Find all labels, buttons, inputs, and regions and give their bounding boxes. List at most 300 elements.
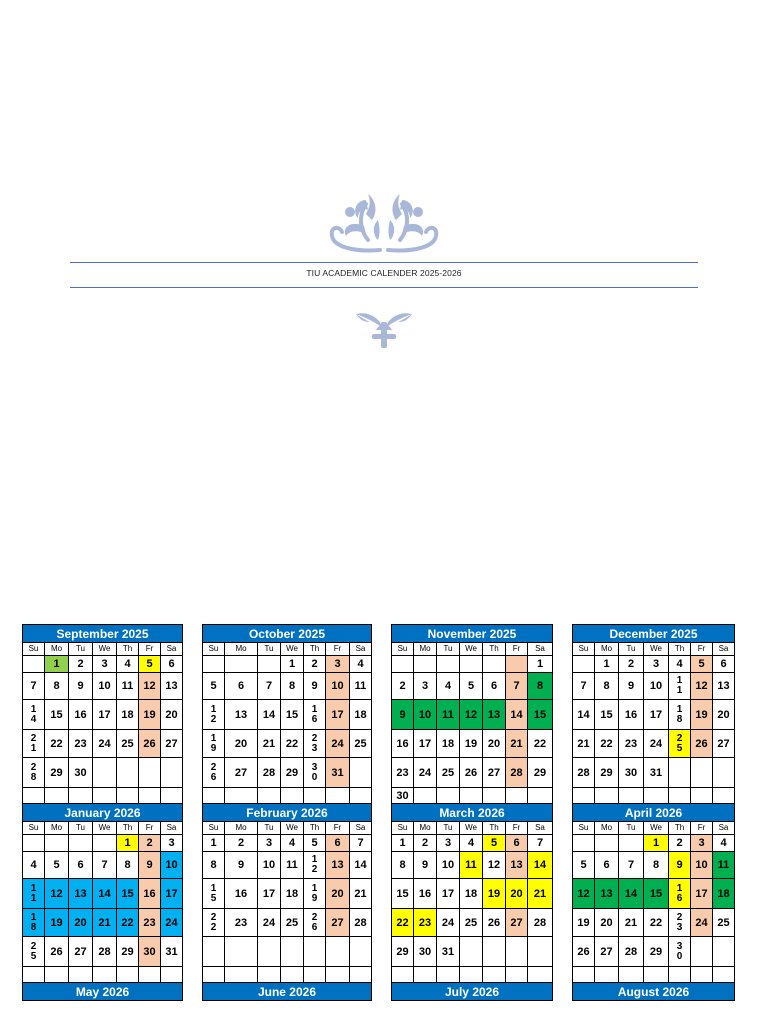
day-cell: 27: [483, 758, 506, 788]
day-cell: 8: [595, 673, 619, 700]
month-gap: [372, 758, 392, 788]
day-cell: [506, 656, 528, 673]
header-rule-top: [70, 262, 698, 263]
day-cell: [161, 967, 183, 983]
day-cell: 20: [161, 700, 183, 730]
weekday-label: Tu: [69, 643, 93, 656]
day-cell: 10: [691, 852, 713, 879]
day-cell: 4: [23, 852, 45, 879]
day-cell: 30: [619, 758, 644, 788]
day-cell: 4: [437, 673, 460, 700]
day-cell: 2: [669, 835, 691, 852]
day-cell: 16: [225, 879, 258, 909]
weekday-label: Th: [117, 822, 139, 835]
day-cell: 28: [573, 758, 595, 788]
month-gap: [372, 835, 392, 852]
day-cell: [23, 835, 45, 852]
day-cell: [460, 788, 483, 804]
day-cell: 28: [506, 758, 528, 788]
day-cell: 30: [414, 937, 437, 967]
day-cell: 11: [460, 852, 483, 879]
month-gap: [553, 673, 573, 700]
day-cell: 18: [437, 730, 460, 758]
day-cell: 1: [117, 835, 139, 852]
day-cell: [414, 967, 437, 983]
month-gap: [372, 879, 392, 909]
day-cell: 11: [23, 879, 45, 909]
day-cell: 9: [69, 673, 93, 700]
day-cell: 6: [69, 852, 93, 879]
day-cell: 11: [281, 852, 304, 879]
month-gap: [183, 804, 203, 822]
day-cell: 3: [161, 835, 183, 852]
day-cell: 19: [304, 879, 326, 909]
day-cell: [304, 788, 326, 804]
day-cell: 21: [528, 879, 553, 909]
day-cell: [713, 788, 735, 804]
day-cell: 18: [460, 879, 483, 909]
month-gap: [183, 835, 203, 852]
day-cell: 8: [644, 852, 669, 879]
day-cell: 21: [258, 730, 281, 758]
day-cell: 7: [528, 835, 553, 852]
month-gap: [183, 879, 203, 909]
day-cell: 15: [117, 879, 139, 909]
day-cell: 24: [326, 730, 350, 758]
day-cell: 29: [644, 937, 669, 967]
weekday-label: Tu: [258, 643, 281, 656]
day-cell: 19: [691, 700, 713, 730]
day-cell: 25: [713, 909, 735, 937]
month-gap: [372, 852, 392, 879]
day-cell: 23: [225, 909, 258, 937]
day-cell: 27: [69, 937, 93, 967]
day-cell: [414, 788, 437, 804]
day-cell: [350, 937, 372, 967]
day-cell: 17: [93, 700, 117, 730]
month-gap: [372, 643, 392, 656]
day-cell: 12: [45, 879, 69, 909]
day-cell: [258, 656, 281, 673]
day-cell: 27: [713, 730, 735, 758]
month-gap: [183, 983, 203, 1001]
day-cell: [691, 788, 713, 804]
day-cell: 6: [506, 835, 528, 852]
day-cell: [93, 967, 117, 983]
day-cell: [460, 967, 483, 983]
day-cell: 29: [117, 937, 139, 967]
day-cell: 18: [713, 879, 735, 909]
weekday-label: Th: [117, 643, 139, 656]
weekday-label: Tu: [619, 822, 644, 835]
weekday-label: Fr: [139, 822, 161, 835]
day-cell: 11: [669, 673, 691, 700]
weekday-label: We: [644, 822, 669, 835]
weekday-label: Mo: [45, 643, 69, 656]
day-cell: 20: [713, 700, 735, 730]
day-cell: [619, 788, 644, 804]
month-gap: [183, 625, 203, 643]
weekday-label: Fr: [691, 643, 713, 656]
month-gap: [553, 625, 573, 643]
day-cell: 31: [161, 937, 183, 967]
day-cell: 1: [595, 656, 619, 673]
weekday-label: We: [93, 822, 117, 835]
month-gap: [183, 852, 203, 879]
day-cell: [161, 758, 183, 788]
day-cell: 23: [669, 909, 691, 937]
day-cell: [93, 835, 117, 852]
day-cell: 14: [528, 852, 553, 879]
weekday-label: Fr: [506, 643, 528, 656]
day-cell: 14: [258, 700, 281, 730]
day-cell: 9: [139, 852, 161, 879]
day-cell: 28: [258, 758, 281, 788]
day-cell: [225, 967, 258, 983]
day-cell: [573, 967, 595, 983]
day-cell: 16: [69, 700, 93, 730]
month-gap: [183, 643, 203, 656]
day-cell: 10: [414, 700, 437, 730]
day-cell: 19: [573, 909, 595, 937]
day-cell: 25: [437, 758, 460, 788]
day-cell: 18: [23, 909, 45, 937]
day-cell: [350, 758, 372, 788]
day-cell: 17: [414, 730, 437, 758]
day-cell: 14: [573, 700, 595, 730]
month-gap: [553, 879, 573, 909]
weekday-label: Sa: [713, 643, 735, 656]
day-cell: [595, 967, 619, 983]
day-cell: [45, 967, 69, 983]
day-cell: 16: [619, 700, 644, 730]
day-cell: 1: [392, 835, 414, 852]
day-cell: 27: [225, 758, 258, 788]
day-cell: 10: [93, 673, 117, 700]
day-cell: 20: [225, 730, 258, 758]
weekday-label: Sa: [713, 822, 735, 835]
day-cell: 7: [573, 673, 595, 700]
day-cell: [669, 758, 691, 788]
day-cell: 31: [326, 758, 350, 788]
day-cell: 1: [203, 835, 225, 852]
month-title: July 2026: [392, 983, 553, 1001]
month-gap: [183, 758, 203, 788]
weekday-label: Mo: [595, 822, 619, 835]
day-cell: [669, 788, 691, 804]
day-cell: 18: [117, 700, 139, 730]
day-cell: [326, 967, 350, 983]
day-cell: 19: [139, 700, 161, 730]
day-cell: 18: [669, 700, 691, 730]
day-cell: 24: [437, 909, 460, 937]
day-cell: 26: [691, 730, 713, 758]
day-cell: 26: [483, 909, 506, 937]
day-cell: [595, 788, 619, 804]
day-cell: 12: [691, 673, 713, 700]
weekday-label: Mo: [45, 822, 69, 835]
day-cell: [69, 835, 93, 852]
weekday-label: Th: [483, 643, 506, 656]
day-cell: 5: [45, 852, 69, 879]
day-cell: 21: [506, 730, 528, 758]
day-cell: 2: [619, 656, 644, 673]
day-cell: [117, 967, 139, 983]
day-cell: 15: [595, 700, 619, 730]
day-cell: [392, 656, 414, 673]
day-cell: 21: [350, 879, 372, 909]
day-cell: 27: [326, 909, 350, 937]
day-cell: 22: [117, 909, 139, 937]
month-gap: [372, 804, 392, 822]
day-cell: 3: [93, 656, 117, 673]
day-cell: [304, 937, 326, 967]
day-cell: 7: [350, 835, 372, 852]
day-cell: [483, 788, 506, 804]
day-cell: 9: [414, 852, 437, 879]
month-gap: [372, 673, 392, 700]
month-gap: [553, 967, 573, 983]
day-cell: 27: [595, 937, 619, 967]
day-cell: [483, 937, 506, 967]
day-cell: 26: [45, 937, 69, 967]
month-title: December 2025: [573, 625, 735, 643]
day-cell: 8: [528, 673, 553, 700]
month-title: November 2025: [392, 625, 553, 643]
month-gap: [553, 788, 573, 804]
fleur-ornament-icon: [354, 308, 414, 350]
day-cell: 11: [713, 852, 735, 879]
day-cell: 21: [619, 909, 644, 937]
day-cell: 25: [669, 730, 691, 758]
month-gap: [183, 700, 203, 730]
day-cell: 21: [573, 730, 595, 758]
day-cell: 24: [414, 758, 437, 788]
day-cell: 26: [573, 937, 595, 967]
day-cell: 25: [117, 730, 139, 758]
day-cell: 11: [437, 700, 460, 730]
weekday-label: Mo: [414, 822, 437, 835]
day-cell: 12: [460, 700, 483, 730]
day-cell: [437, 967, 460, 983]
day-cell: 29: [595, 758, 619, 788]
month-gap: [183, 730, 203, 758]
day-cell: 2: [392, 673, 414, 700]
weekday-label: We: [460, 643, 483, 656]
day-cell: 14: [350, 852, 372, 879]
day-cell: 14: [23, 700, 45, 730]
weekday-label: We: [281, 822, 304, 835]
day-cell: 21: [93, 909, 117, 937]
day-cell: [117, 788, 139, 804]
day-cell: [69, 967, 93, 983]
day-cell: 30: [69, 758, 93, 788]
weekday-label: Fr: [506, 822, 528, 835]
weekday-label: Mo: [414, 643, 437, 656]
day-cell: 4: [117, 656, 139, 673]
day-cell: 25: [281, 909, 304, 937]
day-cell: [281, 967, 304, 983]
day-cell: 4: [281, 835, 304, 852]
day-cell: 6: [225, 673, 258, 700]
day-cell: 23: [69, 730, 93, 758]
day-cell: [350, 967, 372, 983]
month-title: January 2026: [23, 804, 183, 822]
day-cell: [326, 788, 350, 804]
day-cell: 20: [595, 909, 619, 937]
month-title: April 2026: [573, 804, 735, 822]
day-cell: 15: [45, 700, 69, 730]
month-gap: [372, 909, 392, 937]
month-title: September 2025: [23, 625, 183, 643]
floral-ornament-icon: [328, 190, 440, 254]
day-cell: 12: [139, 673, 161, 700]
day-cell: 20: [326, 879, 350, 909]
month-title: August 2026: [573, 983, 735, 1001]
day-cell: 24: [691, 909, 713, 937]
day-cell: [281, 937, 304, 967]
day-cell: [93, 788, 117, 804]
day-cell: [573, 656, 595, 673]
day-cell: 26: [139, 730, 161, 758]
day-cell: 29: [392, 937, 414, 967]
day-cell: 13: [225, 700, 258, 730]
day-cell: [619, 967, 644, 983]
month-gap: [553, 835, 573, 852]
day-cell: [203, 656, 225, 673]
month-gap: [553, 643, 573, 656]
day-cell: 14: [93, 879, 117, 909]
day-cell: [460, 937, 483, 967]
weekday-label: Sa: [161, 822, 183, 835]
day-cell: 13: [326, 852, 350, 879]
month-title: May 2026: [23, 983, 183, 1001]
day-cell: 18: [281, 879, 304, 909]
month-gap: [372, 967, 392, 983]
day-cell: [713, 758, 735, 788]
day-cell: 24: [644, 730, 669, 758]
month-gap: [372, 788, 392, 804]
day-cell: 29: [281, 758, 304, 788]
weekday-label: Su: [23, 822, 45, 835]
day-cell: 7: [506, 673, 528, 700]
day-cell: [691, 758, 713, 788]
day-cell: 12: [304, 852, 326, 879]
day-cell: 9: [304, 673, 326, 700]
day-cell: 13: [595, 879, 619, 909]
day-cell: 15: [528, 700, 553, 730]
month-gap: [183, 909, 203, 937]
day-cell: 3: [691, 835, 713, 852]
day-cell: 16: [139, 879, 161, 909]
day-cell: 9: [669, 852, 691, 879]
day-cell: 5: [573, 852, 595, 879]
weekday-label: Mo: [225, 643, 258, 656]
day-cell: 22: [392, 909, 414, 937]
weekday-label: We: [93, 643, 117, 656]
weekday-label: Sa: [528, 822, 553, 835]
day-cell: 7: [23, 673, 45, 700]
day-cell: [644, 788, 669, 804]
month-gap: [553, 852, 573, 879]
day-cell: [437, 788, 460, 804]
weekday-label: Tu: [437, 643, 460, 656]
day-cell: [304, 967, 326, 983]
day-cell: 4: [713, 835, 735, 852]
day-cell: 13: [69, 879, 93, 909]
day-cell: [326, 937, 350, 967]
day-cell: 28: [23, 758, 45, 788]
month-title: February 2026: [203, 804, 372, 822]
weekday-label: We: [644, 643, 669, 656]
day-cell: 23: [619, 730, 644, 758]
day-cell: 11: [350, 673, 372, 700]
weekday-label: Tu: [69, 822, 93, 835]
day-cell: 22: [528, 730, 553, 758]
day-cell: 22: [644, 909, 669, 937]
month-gap: [183, 788, 203, 804]
day-cell: [203, 788, 225, 804]
day-cell: [258, 967, 281, 983]
day-cell: 17: [691, 879, 713, 909]
day-cell: 10: [326, 673, 350, 700]
day-cell: 2: [414, 835, 437, 852]
day-cell: 19: [203, 730, 225, 758]
weekday-label: Th: [304, 643, 326, 656]
day-cell: 16: [414, 879, 437, 909]
day-cell: 14: [506, 700, 528, 730]
day-cell: [225, 656, 258, 673]
month-title: March 2026: [392, 804, 553, 822]
day-cell: [392, 967, 414, 983]
day-cell: 2: [139, 835, 161, 852]
day-cell: [483, 656, 506, 673]
day-cell: 3: [258, 835, 281, 852]
day-cell: 12: [203, 700, 225, 730]
day-cell: 17: [326, 700, 350, 730]
day-cell: 28: [619, 937, 644, 967]
day-cell: 1: [528, 656, 553, 673]
day-cell: 9: [392, 700, 414, 730]
day-cell: 8: [203, 852, 225, 879]
day-cell: [573, 835, 595, 852]
day-cell: [528, 967, 553, 983]
day-cell: 26: [460, 758, 483, 788]
day-cell: 22: [45, 730, 69, 758]
day-cell: [225, 937, 258, 967]
academic-calendar: [22, 624, 735, 1001]
month-gap: [372, 625, 392, 643]
day-cell: 3: [437, 835, 460, 852]
day-cell: 16: [304, 700, 326, 730]
day-cell: [350, 788, 372, 804]
weekday-label: Tu: [437, 822, 460, 835]
day-cell: 30: [304, 758, 326, 788]
header-rule-bottom: [70, 287, 698, 288]
day-cell: 1: [45, 656, 69, 673]
day-cell: 15: [392, 879, 414, 909]
weekday-label: We: [460, 822, 483, 835]
day-cell: 9: [619, 673, 644, 700]
month-title: October 2025: [203, 625, 372, 643]
day-cell: 25: [23, 937, 45, 967]
day-cell: 31: [437, 937, 460, 967]
weekday-label: Fr: [139, 643, 161, 656]
weekday-label: Th: [483, 822, 506, 835]
day-cell: [203, 937, 225, 967]
day-cell: 23: [392, 758, 414, 788]
day-cell: [506, 937, 528, 967]
